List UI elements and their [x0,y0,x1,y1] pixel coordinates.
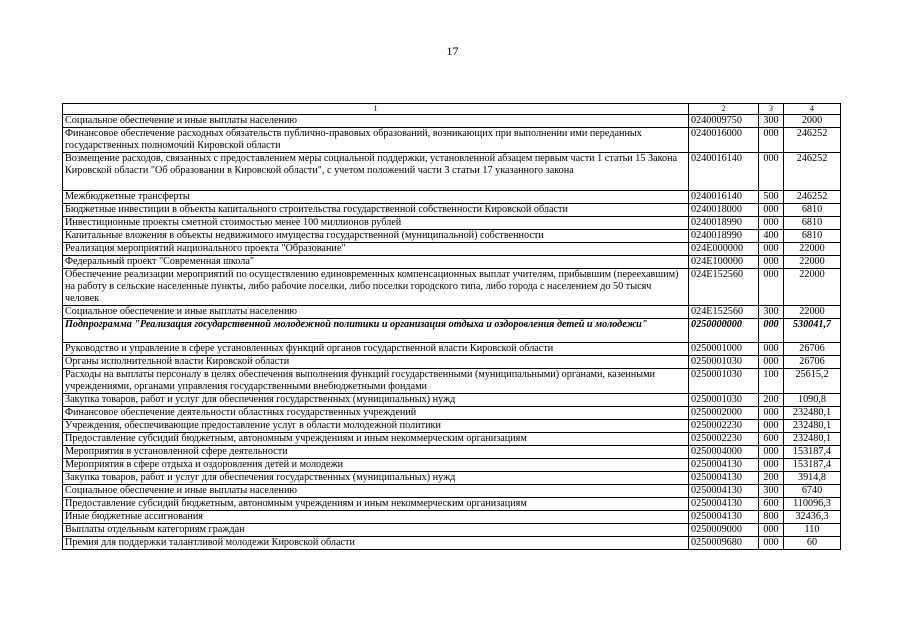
row-code-cell: 0250009000 [689,524,759,537]
row-type-cell: 300 [759,115,784,128]
row-type-cell: 200 [759,472,784,485]
table-header-row [63,104,841,115]
row-code-cell: 0240016000 [689,128,759,153]
row-type-cell: 500 [759,191,784,204]
row-name-cell: Социальное обеспечение и иные выплаты населению [63,115,689,128]
table-row [63,459,841,472]
row-type-cell: 800 [759,511,784,524]
row-name-cell: Подпрограмма "Реализация государственной молодежной политики и организация отдыха и оздоровления детей и молодежи" [63,319,689,343]
row-amount-cell: 246252 [784,128,841,153]
row-name-cell: Учреждения, обеспечивающие предоставление услуг в области молодежной политики [63,420,689,433]
row-amount-cell: 232480,1 [784,407,841,420]
row-amount-cell: 246252 [784,153,841,191]
header-col-4: 4 [784,104,841,115]
table-row [63,153,841,191]
row-name-cell: Финансовое обеспечение деятельности областных государственных учреждений [63,407,689,420]
row-name-cell: Капитальные вложения в объекты недвижимого имущества государственной (муниципальной) собственности [63,230,689,243]
table-row [63,394,841,407]
row-code-cell: 0250002230 [689,420,759,433]
row-name-cell: Федеральный проект "Современная школа" [63,256,689,269]
row-code-cell: 0250009680 [689,537,759,550]
row-amount-cell: 6740 [784,485,841,498]
row-type-cell: 600 [759,433,784,446]
row-code-cell: 0240016140 [689,153,759,191]
row-name-cell: Предоставление субсидий бюджетным, автономным учреждениям и иным некоммерческим организациям [63,433,689,446]
header-col-1: 1 [63,104,689,115]
row-type-cell: 400 [759,230,784,243]
row-amount-cell: 153187,4 [784,459,841,472]
table-row [63,343,841,356]
row-type-cell: 000 [759,204,784,217]
row-code-cell: 024E152560 [689,306,759,319]
table-row [63,537,841,550]
row-name-cell: Бюджетные инвестиции в объекты капитального строительства государственной собственности Кировской области [63,204,689,217]
row-name-cell: Межбюджетные трансферты [63,191,689,204]
table-row [63,498,841,511]
row-type-cell: 300 [759,485,784,498]
row-amount-cell: 60 [784,537,841,550]
row-name-cell: Иные бюджетные ассигнования [63,511,689,524]
row-name-cell: Выплаты отдельным категориям граждан [63,524,689,537]
row-code-cell: 0250004130 [689,498,759,511]
header-col-3: 3 [759,104,784,115]
row-name-cell: Предоставление субсидий бюджетным, автономным учреждениям и иным некоммерческим организациям [63,498,689,511]
page-number: 17 [446,44,459,58]
row-type-cell: 000 [759,524,784,537]
row-amount-cell: 6810 [784,217,841,230]
row-code-cell: 0250001030 [689,356,759,369]
row-amount-cell: 22000 [784,306,841,319]
row-name-cell: Премия для поддержки талантливой молодежи Кировской области [63,537,689,550]
row-code-cell: 024E152560 [689,269,759,306]
table-row [63,243,841,256]
row-type-cell: 000 [759,128,784,153]
row-type-cell: 000 [759,153,784,191]
row-code-cell: 0250001030 [689,394,759,407]
row-name-cell: Инвестиционные проекты сметной стоимостью менее 100 миллионов рублей [63,217,689,230]
row-amount-cell: 25615,2 [784,369,841,394]
table-row [63,472,841,485]
row-name-cell: Закупка товаров, работ и услуг для обеспечения государственных (муниципальных) нужд [63,472,689,485]
row-code-cell: 0250004130 [689,511,759,524]
table-row [63,269,841,306]
row-amount-cell: 110096,3 [784,498,841,511]
row-name-cell: Социальное обеспечение и иные выплаты населению [63,485,689,498]
row-amount-cell: 530041,7 [784,319,841,343]
row-type-cell: 000 [759,217,784,230]
header-col-2: 2 [689,104,759,115]
table-row [63,407,841,420]
table-row [63,433,841,446]
row-name-cell: Мероприятия в установленной сфере деятельности [63,446,689,459]
row-name-cell: Расходы на выплаты персоналу в целях обеспечения выполнения функций государственными (муниципальными) органами, казенными учреждениями, органами управления государственными внебюджетными фондами [63,369,689,394]
row-name-cell: Реализация мероприятий национального проекта "Образование" [63,243,689,256]
row-amount-cell: 26706 [784,356,841,369]
table-row [63,511,841,524]
table-row [63,420,841,433]
row-amount-cell: 6810 [784,230,841,243]
table-row [63,217,841,230]
row-name-cell: Возмещение расходов, связанных с предоставлением меры социальной поддержки, установленной абзацем первым части 1 статьи 15 Закона Кировской области "Об образовании в Кировской области", с учетом положений части 3 статьи 17 указанного закона [63,153,689,191]
row-code-cell: 0250002230 [689,433,759,446]
row-type-cell: 000 [759,356,784,369]
row-type-cell: 000 [759,446,784,459]
table-row [63,191,841,204]
row-name-cell: Мероприятия в сфере отдыха и оздоровления детей и молодежи [63,459,689,472]
row-amount-cell: 1090,8 [784,394,841,407]
row-code-cell: 0240018990 [689,217,759,230]
row-code-cell: 024E000000 [689,243,759,256]
row-amount-cell: 232480,1 [784,433,841,446]
row-amount-cell: 2000 [784,115,841,128]
budget-table [62,103,841,550]
table-row [63,256,841,269]
row-type-cell: 000 [759,269,784,306]
table-row [63,356,841,369]
row-type-cell: 100 [759,369,784,394]
row-code-cell: 0250001030 [689,369,759,394]
row-amount-cell: 26706 [784,343,841,356]
row-name-cell: Социальное обеспечение и иные выплаты населению [63,306,689,319]
row-amount-cell: 232480,1 [784,420,841,433]
row-type-cell: 000 [759,420,784,433]
row-amount-cell: 153187,4 [784,446,841,459]
row-amount-cell: 22000 [784,269,841,306]
row-name-cell: Руководство и управление в сфере установленных функций органов государственной власти Кировской области [63,343,689,356]
row-amount-cell: 3914,8 [784,472,841,485]
table-row [63,524,841,537]
row-amount-cell: 32436,3 [784,511,841,524]
row-code-cell: 0240016140 [689,191,759,204]
row-name-cell: Обеспечение реализации мероприятий по осуществлению единовременных компенсационных выплат учителям, прибывшим (переехавшим) на работу в сельские населенные пункты, либо рабочие поселки, либо поселки городского типа, либо города с населением до 50 тысяч человек [63,269,689,306]
row-amount-cell: 22000 [784,256,841,269]
table-row [63,319,841,343]
row-type-cell: 600 [759,498,784,511]
row-type-cell: 000 [759,319,784,343]
row-name-cell: Финансовое обеспечение расходных обязательств публично-правовых образований, возникающих при выполнении ими переданных государственных полномочий Кировской области [63,128,689,153]
row-type-cell: 300 [759,306,784,319]
row-code-cell: 0250001000 [689,343,759,356]
row-amount-cell: 22000 [784,243,841,256]
table-row [63,204,841,217]
row-type-cell: 000 [759,407,784,420]
table-row [63,115,841,128]
row-type-cell: 000 [759,256,784,269]
row-type-cell: 200 [759,394,784,407]
table-row [63,446,841,459]
table-row [63,306,841,319]
row-name-cell: Органы исполнительной власти Кировской области [63,356,689,369]
row-code-cell: 0250004130 [689,459,759,472]
table-row [63,128,841,153]
table-row [63,230,841,243]
row-type-cell: 000 [759,343,784,356]
row-code-cell: 0250004130 [689,485,759,498]
row-type-cell: 000 [759,243,784,256]
row-code-cell: 0250004130 [689,472,759,485]
row-type-cell: 000 [759,459,784,472]
row-code-cell: 024E100000 [689,256,759,269]
row-code-cell: 0250004000 [689,446,759,459]
row-type-cell: 000 [759,537,784,550]
row-code-cell: 0250000000 [689,319,759,343]
table-row [63,369,841,394]
row-amount-cell: 6810 [784,204,841,217]
row-code-cell: 0240009750 [689,115,759,128]
row-amount-cell: 246252 [784,191,841,204]
row-amount-cell: 110 [784,524,841,537]
table-row [63,485,841,498]
row-name-cell: Закупка товаров, работ и услуг для обеспечения государственных (муниципальных) нужд [63,394,689,407]
row-code-cell: 0240018990 [689,230,759,243]
row-code-cell: 0250002000 [689,407,759,420]
row-code-cell: 0240018000 [689,204,759,217]
